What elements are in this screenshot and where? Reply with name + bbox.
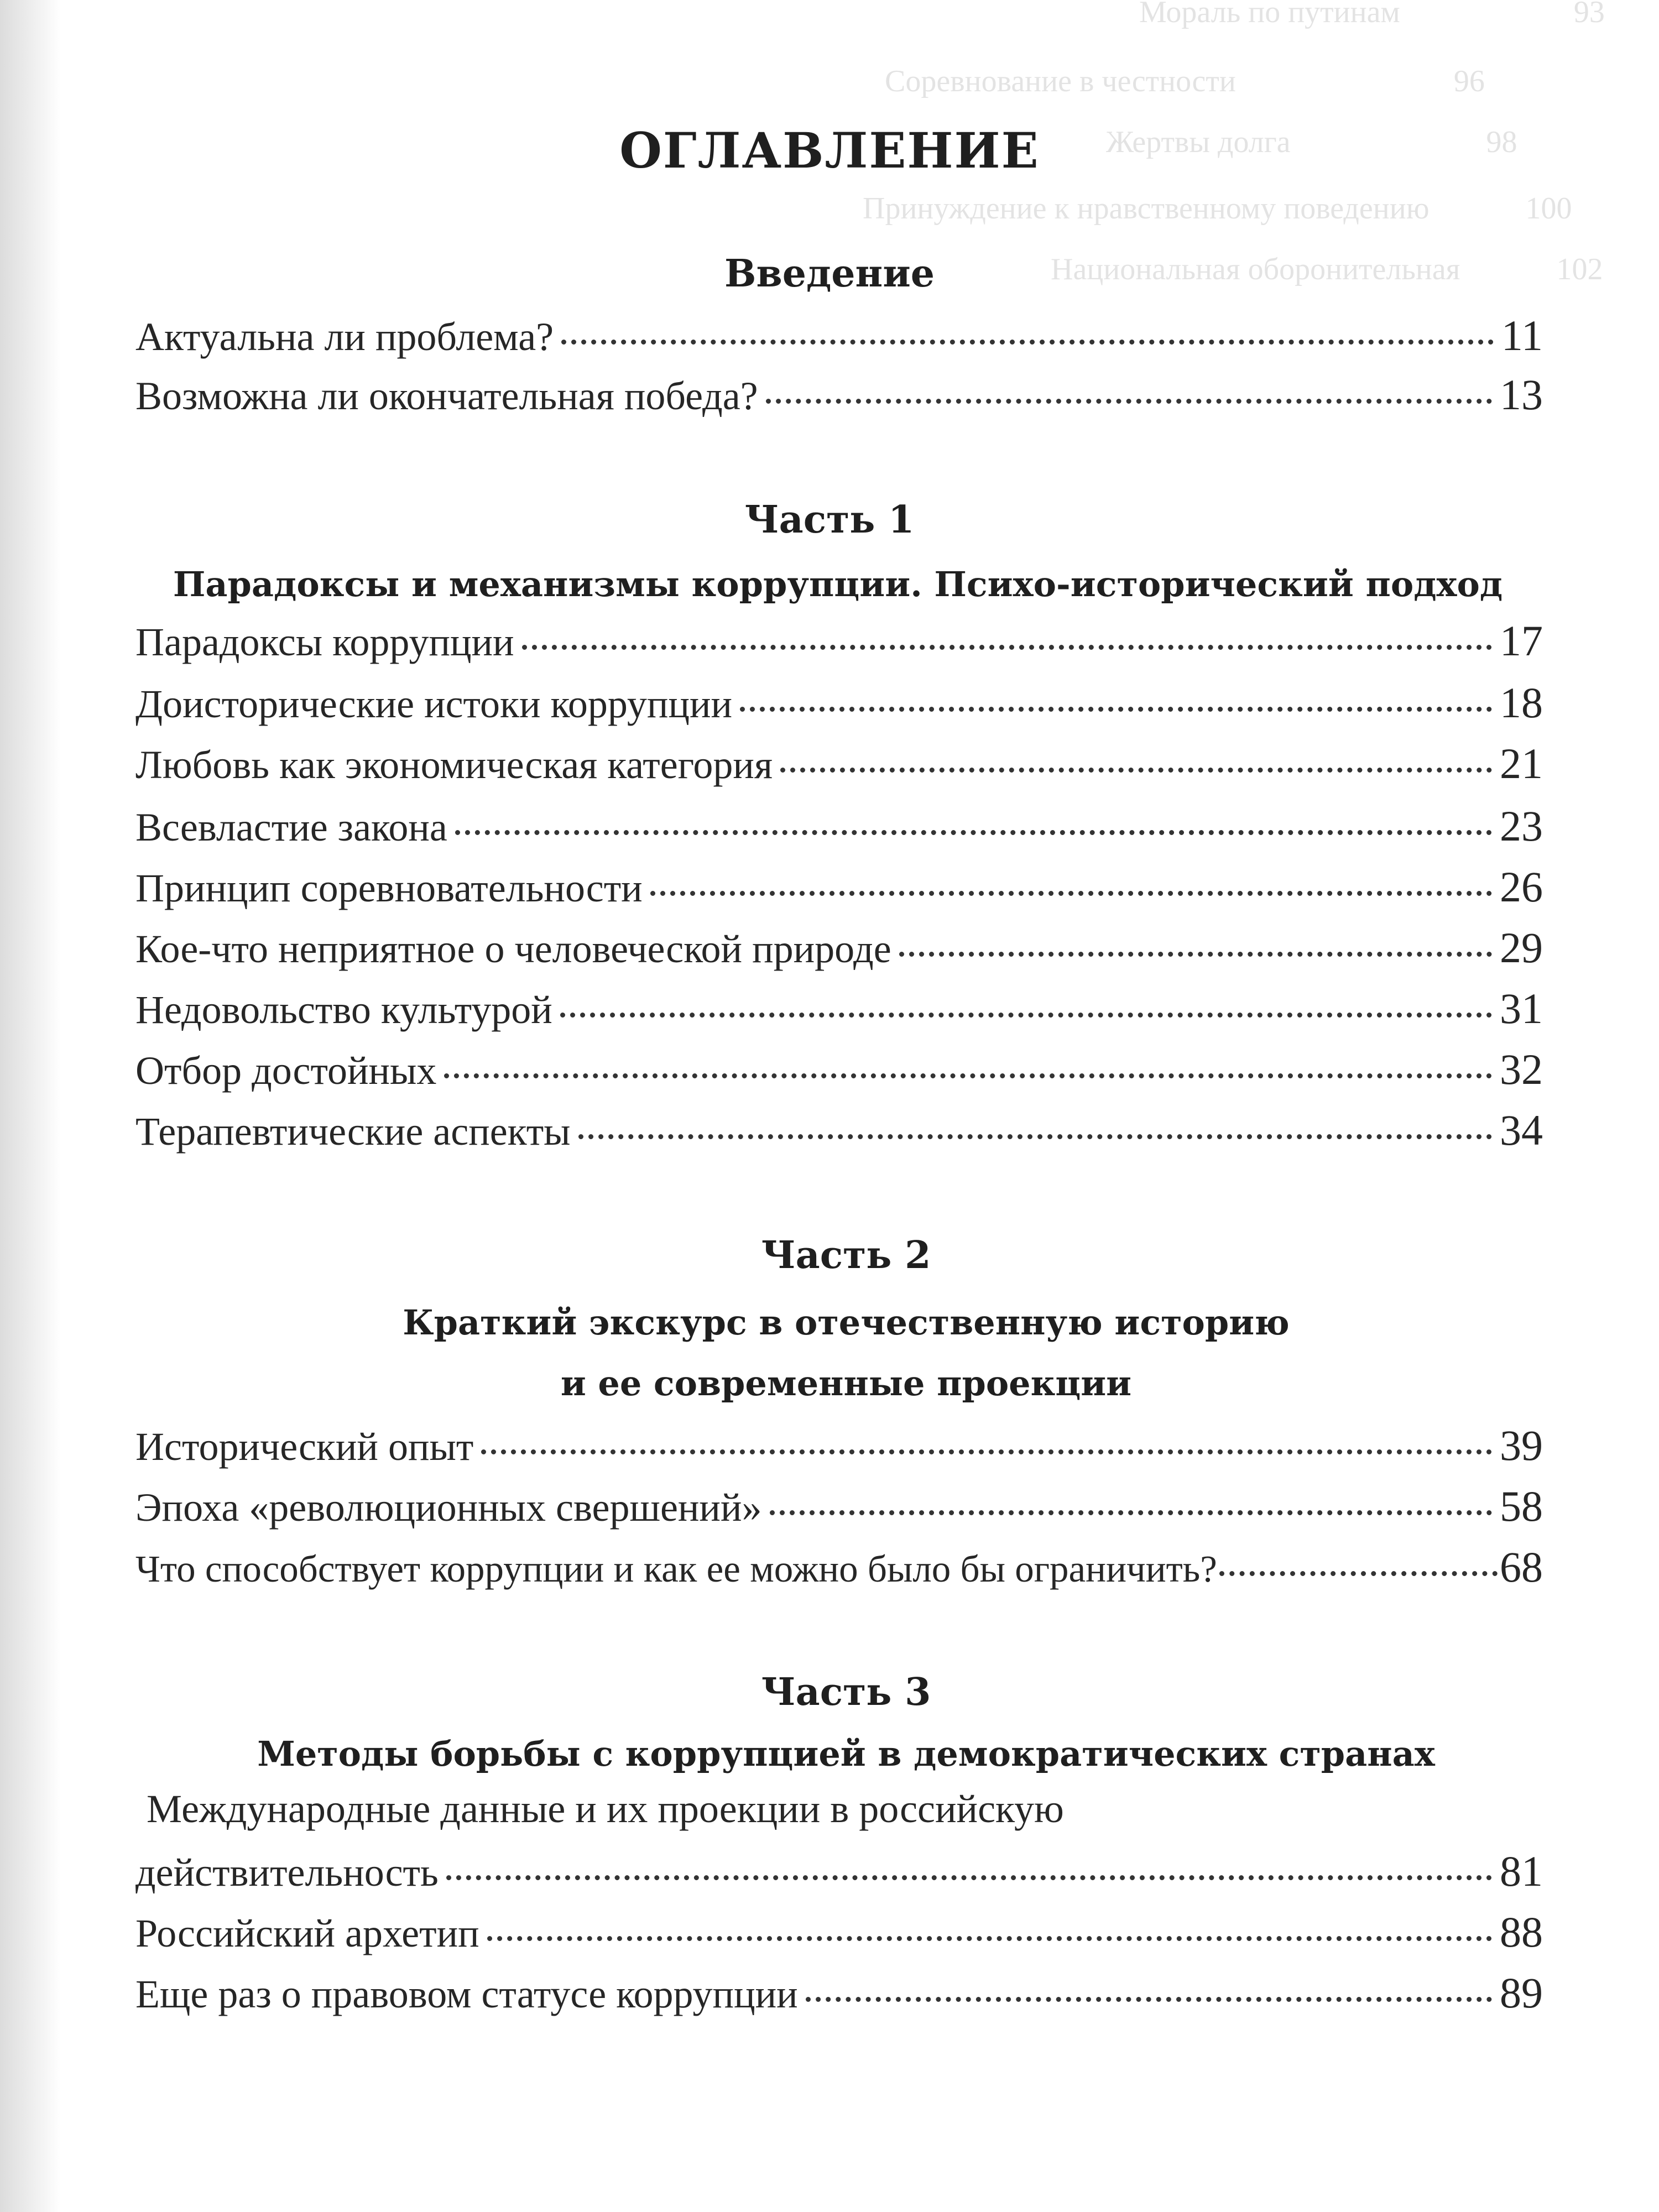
bleed-line-4: [863, 191, 1572, 226]
entry-title: действительность: [135, 1850, 439, 1895]
bleed-text: Мораль по путинам: [1139, 0, 1400, 29]
entry-title: Любовь как экономическая категория: [135, 743, 773, 787]
entry-page-number: 31: [1500, 984, 1543, 1032]
entry-title: Еще раз о правовом статусе коррупции: [135, 1972, 798, 2016]
bleed-line-1: [1139, 0, 1605, 30]
dot-leader: [487, 1936, 1492, 1941]
toc-entry[interactable]: [135, 739, 1543, 787]
entry-title: Доисторические истоки коррупции: [135, 682, 733, 726]
entry-page-number: 11: [1501, 311, 1543, 359]
entry-page-number: 23: [1500, 802, 1543, 850]
bleed-page: 93: [1573, 0, 1605, 29]
part1-title: Парадоксы и механизмы коррупции. Психо-исторический подход: [173, 564, 1503, 604]
dot-leader: [578, 1134, 1492, 1139]
entry-page-number: 26: [1500, 863, 1543, 911]
toc-entry[interactable]: [135, 1045, 1543, 1093]
bleed-text: Принуждение к нравственному поведению: [863, 191, 1430, 226]
entry-page-number: 68: [1500, 1543, 1543, 1591]
dot-leader: [481, 1449, 1492, 1454]
entry-title: Всевластие закона: [135, 805, 447, 849]
entry-title: Эпоха «революционных свершений»: [135, 1485, 762, 1530]
toc-entry[interactable]: [135, 1847, 1543, 1895]
dot-leader: [899, 952, 1492, 957]
dot-leader: [780, 768, 1492, 773]
dot-leader: [561, 340, 1494, 345]
toc-entry[interactable]: [135, 984, 1543, 1032]
entry-title: Российский архетип: [135, 1911, 479, 1955]
entry-page-number: 32: [1500, 1045, 1543, 1093]
dot-leader: [770, 1510, 1493, 1515]
part3-label: Часть 3: [761, 1670, 931, 1714]
dot-leader: [1219, 1571, 1498, 1576]
toc-entry[interactable]: [135, 1421, 1543, 1469]
bleed-page: 98: [1486, 125, 1517, 159]
toc-entry[interactable]: [135, 802, 1543, 850]
toc-entry[interactable]: [135, 1106, 1543, 1154]
toc-entry[interactable]: [135, 311, 1543, 359]
bleed-text: Соревнование в честности: [885, 64, 1236, 98]
entry-title: Принцип соревновательности: [135, 866, 643, 910]
entry-page-number: 34: [1500, 1106, 1543, 1154]
entry-title: Что способствует коррупции и как ее можно было бы ограничить?: [135, 1548, 1217, 1590]
introduction-heading: Введение: [724, 252, 935, 296]
toc-entry[interactable]: [135, 1482, 1543, 1530]
toc-entry[interactable]: [135, 1543, 1543, 1591]
bleed-text: Национальная оборонительная: [1051, 252, 1460, 286]
part2-title-line2: и ее современные проекции: [560, 1363, 1132, 1404]
entry-page-number: 39: [1500, 1421, 1543, 1469]
entry-page-number: 21: [1500, 739, 1543, 787]
entry-title: Недовольство культурой: [135, 988, 552, 1032]
bleed-page: 102: [1556, 252, 1603, 286]
entry-page-number: 81: [1500, 1847, 1543, 1895]
toc-entry[interactable]: [135, 924, 1543, 972]
bleed-line-2: [885, 64, 1485, 99]
entry-title: Актуальна ли проблема?: [135, 315, 554, 359]
entry-title: Парадоксы коррупции: [135, 620, 514, 664]
toc-entry[interactable]: [135, 865, 1543, 909]
toc-entry[interactable]: [135, 1971, 1543, 2015]
dot-leader: [522, 645, 1492, 650]
dot-leader: [766, 399, 1492, 404]
entry-page-number: 13: [1500, 371, 1543, 419]
toc-title: ОГЛАВЛЕНИЕ: [619, 122, 1040, 179]
entry-title: Отбор достойных: [135, 1048, 437, 1093]
part1-label: Часть 1: [744, 498, 915, 542]
toc-entry[interactable]: [135, 617, 1543, 665]
dot-leader: [560, 1013, 1492, 1018]
entry-page-number: 29: [1500, 924, 1543, 972]
dot-leader: [650, 891, 1492, 896]
dot-leader: [446, 1875, 1492, 1880]
bleed-text: Жертвы долга: [1106, 125, 1291, 159]
dot-leader: [740, 707, 1492, 712]
part2-label: Часть 2: [761, 1233, 931, 1277]
entry-page-number: 58: [1500, 1482, 1543, 1530]
part2-title-line1: Краткий экскурс в отечественную историю: [403, 1302, 1290, 1343]
dot-leader: [444, 1073, 1492, 1078]
dot-leader: [806, 1997, 1492, 2002]
bleed-page: 100: [1525, 191, 1572, 226]
part3-title: Методы борьбы с коррупцией в демократических странах: [257, 1734, 1435, 1774]
toc-entry[interactable]: [135, 1908, 1543, 1956]
dot-leader: [455, 830, 1492, 835]
entry-title: Возможна ли окончательная победа?: [135, 374, 758, 418]
entry-page-number: 89: [1500, 1969, 1543, 2017]
entry-title-continued: Международные данные и их проекции в российскую: [147, 1787, 1064, 1831]
entry-title: Терапевтические аспекты: [135, 1109, 571, 1154]
toc-entry[interactable]: [135, 679, 1543, 727]
entry-page-number: 18: [1500, 679, 1543, 727]
entry-title: Кое-что неприятное о человеческой природе: [135, 927, 891, 971]
toc-entry[interactable]: [135, 371, 1543, 419]
entry-title: Исторический опыт: [135, 1425, 474, 1469]
bleed-page: 96: [1453, 64, 1485, 98]
entry-page-number: 17: [1500, 617, 1543, 665]
entry-page-number: 88: [1500, 1908, 1543, 1956]
